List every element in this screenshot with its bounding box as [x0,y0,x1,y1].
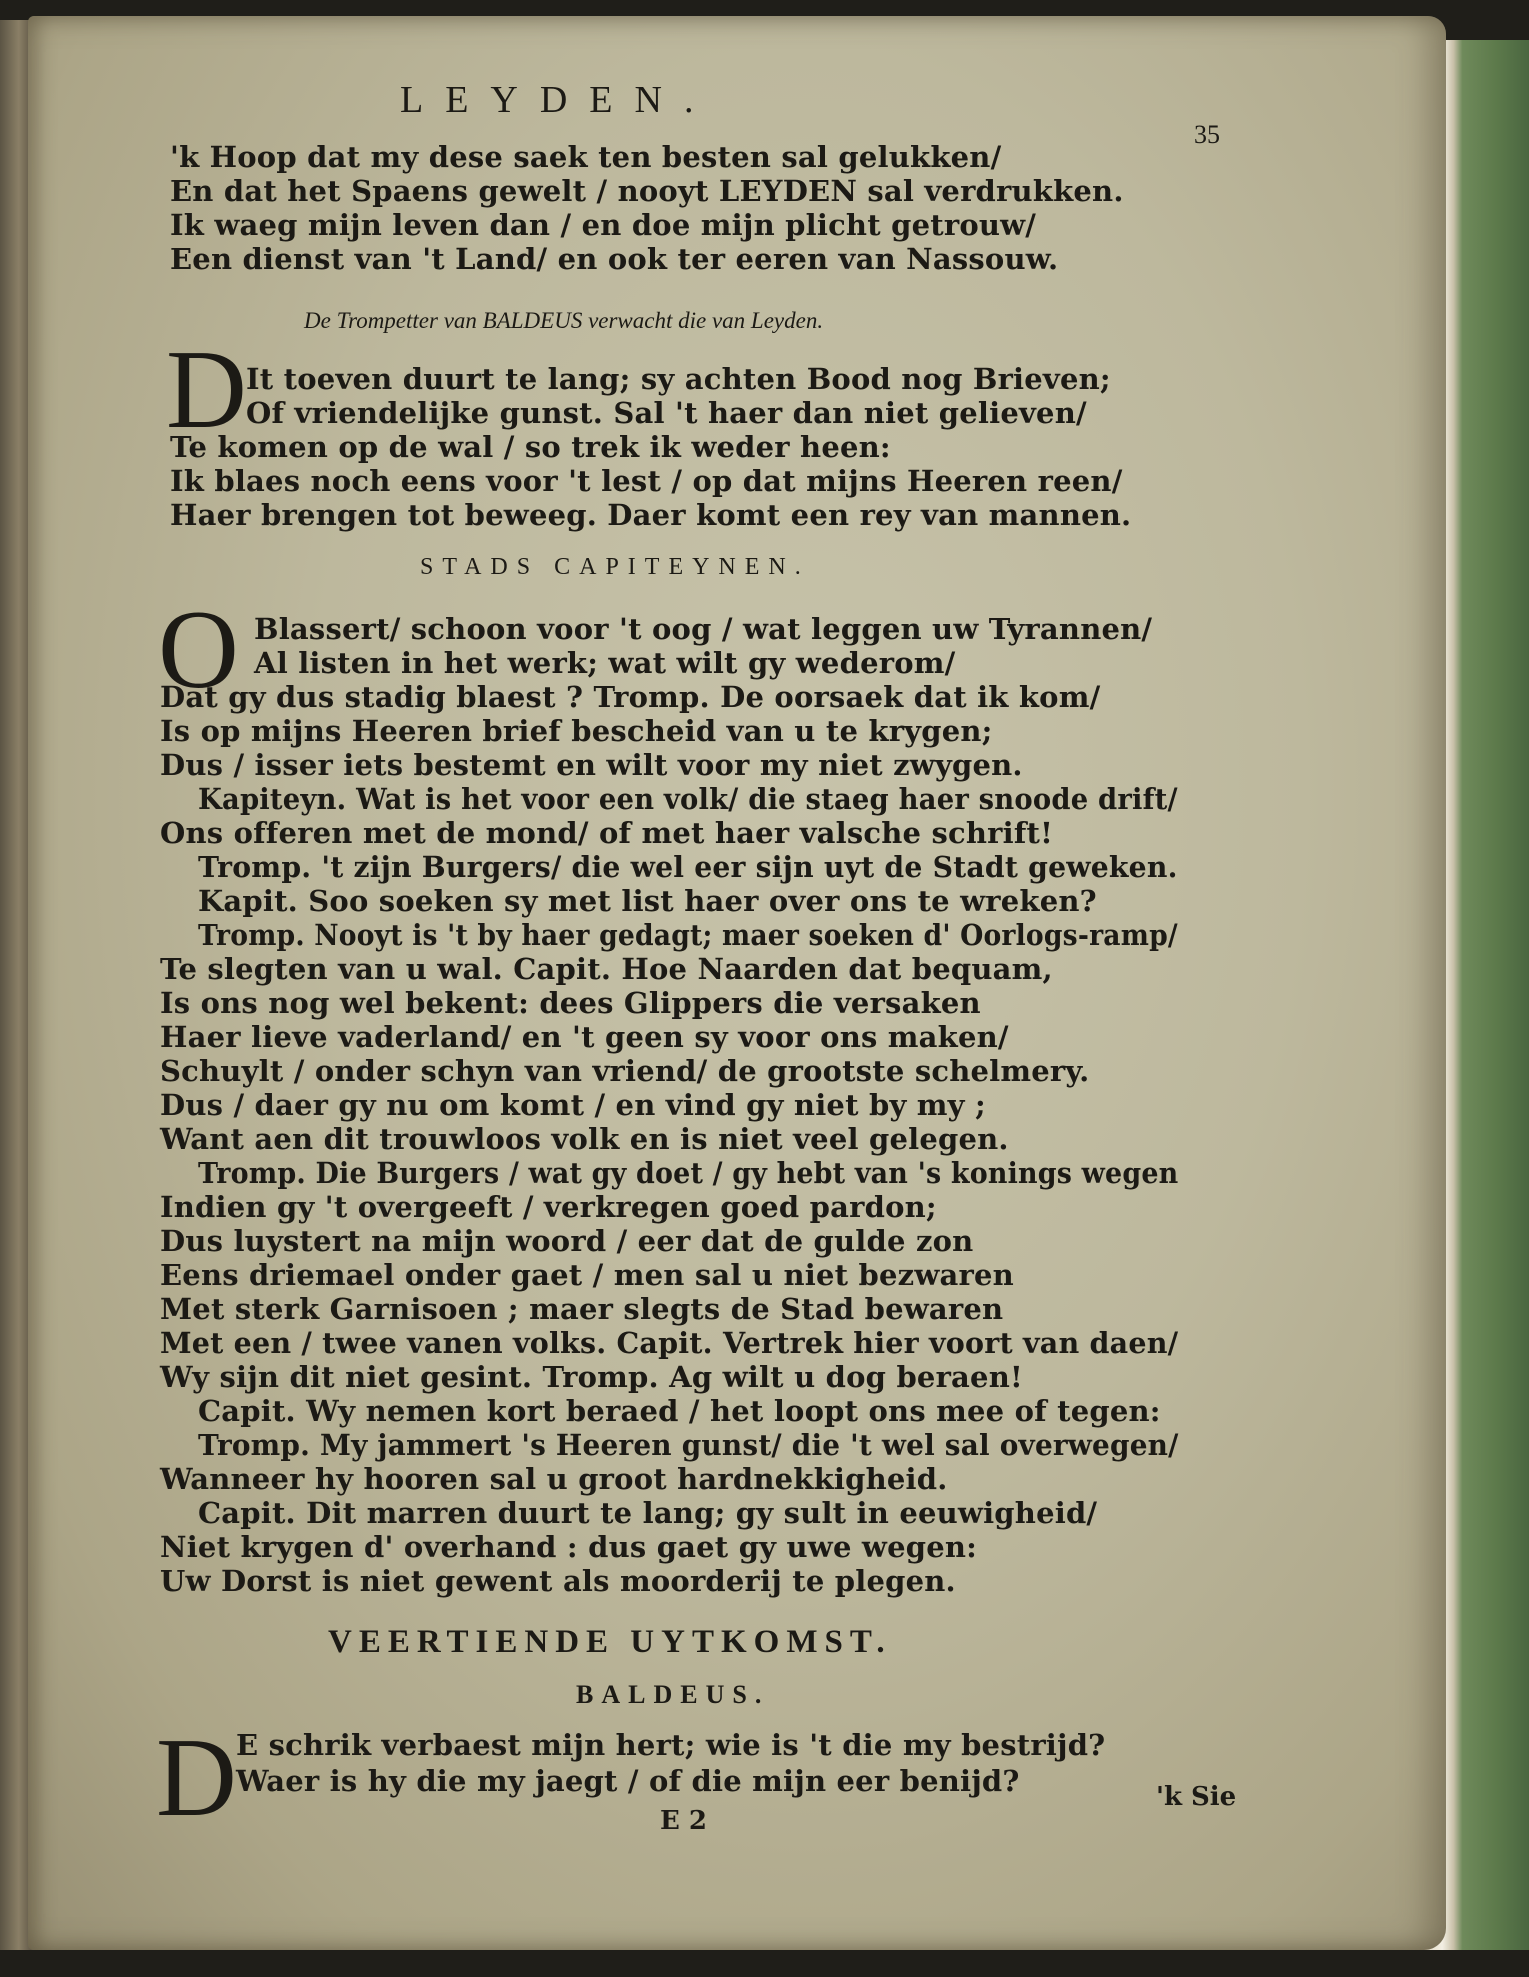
verse-line: 'k Hoop dat my dese saek ten besten sal gelukken/ [170,140,1002,174]
verse-line: Tromp. Nooyt is 't by haer gedagt; maer soeken d' Oorlogs-ramp/ [198,918,1178,952]
verse-line: Te komen op de wal / so trek ik weder heen: [170,430,891,464]
verse-line: Wanneer hy hooren sal u groot hardnekkigheid. [160,1462,948,1496]
verse-line: Tromp. My jammert 's Heeren gunst/ die 't wel sal overwegen/ [198,1428,1179,1462]
verse-line: E schrik verbaest mijn hert; wie is 't die my bestrijd? [236,1728,1106,1762]
drop-cap: D [166,328,247,452]
verse-line: Schuylt / onder schyn van vriend/ de grootste schelmery. [160,1054,1090,1088]
verse-line: Is ons nog wel bekent: dees Glippers die versaken [160,986,981,1020]
verse-line: Tromp. 't zijn Burgers/ die wel eer sijn uyt de Stadt geweken. [198,850,1178,884]
verse-line: Een dienst van 't Land/ en ook ter eeren van Nassouw. [170,242,1059,276]
verse-line: It toeven duurt te lang; sy achten Bood nog Brieven; [246,362,1111,396]
catchword: 'k Sie [1156,1782,1237,1812]
book-page [28,16,1446,1950]
verse-line: Haer lieve vaderland/ en 't geen sy voor ons maken/ [160,1020,1009,1054]
verse-line: Capit. Dit marren duurt te lang; gy sult in eeuwigheid/ [198,1496,1098,1530]
folio: 35 [1194,120,1220,149]
verse-line: Is op mijns Heeren brief bescheid van u te krygen; [160,714,993,748]
signature-mark: E 2 [660,1806,707,1836]
verse-line: En dat het Spaens gewelt / nooyt LEYDEN sal verdrukken. [170,174,1124,208]
verse-line: Want aen dit trouwloos volk en is niet veel gelegen. [160,1122,1009,1156]
verse-line: Blassert/ schoon voor 't oog / wat leggen uw Tyrannen/ [254,612,1153,646]
verse-line: Of vriendelijke gunst. Sal 't haer dan niet gelieven/ [246,396,1087,430]
stage-direction: De Trompetter van BALDEUS verwacht die van Leyden. [304,308,824,333]
verse-line: Tromp. Die Burgers / wat gy doet / gy hebt van 's konings wegen [198,1156,1179,1190]
verse-line: Dus / daer gy nu om komt / en vind gy niet by my ; [160,1088,986,1122]
verse-line: Waer is hy die my jaegt / of die mijn eer benijd? [236,1764,1020,1798]
speaker-heading: BALDEUS. [576,1680,770,1709]
verse-line: Eens driemael onder gaet / men sal u niet bezwaren [160,1258,1014,1292]
verse-line: Kapit. Soo soeken sy met list haer over ons te wreken? [198,884,1097,918]
section-heading: STADS CAPITEYNEN. [420,554,810,580]
page-text [28,16,1446,1950]
verse-line: Capit. Wy nemen kort beraed / het loopt ons mee of tegen: [198,1394,1161,1428]
verse-line: Uw Dorst is niet gewent als moorderij te plegen. [160,1564,956,1598]
verse-line: Indien gy 't overgeeft / verkregen goed pardon; [160,1190,937,1224]
verse-line: Ons offeren met de mond/ of met haer valsche schrift! [160,816,1054,850]
verse-line: Te slegten van u wal. Capit. Hoe Naarden dat bequam, [160,952,1053,986]
running-head: LEYDEN. [400,79,716,121]
verse-line: Dat gy dus stadig blaest ? Tromp. De oorsaek dat ik kom/ [160,680,1101,714]
verse-line: Ik blaes noch eens voor 't lest / op dat mijns Heeren reen/ [170,464,1123,498]
drop-cap: O [158,588,239,712]
section-heading: VEERTIENDE UYTKOMST. [328,1624,892,1660]
verse-line: Dus / isser iets bestemt en wilt voor my niet zwygen. [160,748,1023,782]
verse-line: Haer brengen tot beweeg. Daer komt een rey van mannen. [170,498,1132,532]
drop-cap: D [156,1716,237,1840]
verse-line: Met een / twee vanen volks. Capit. Vertrek hier voort van daen/ [160,1326,1179,1360]
verse-line: Al listen in het werk; wat wilt gy wederom/ [254,646,956,680]
verse-line: Kapiteyn. Wat is het voor een volk/ die staeg haer snoode drift/ [198,782,1178,816]
verse-line: Met sterk Garnisoen ; maer slegts de Stad bewaren [160,1292,1004,1326]
verse-line: Wy sijn dit niet gesint. Tromp. Ag wilt u dog beraen! [160,1360,1023,1394]
verse-line: Niet krygen d' overhand : dus gaet gy uwe wegen: [160,1530,978,1564]
verse-line: Dus luystert na mijn woord / eer dat de gulde zon [160,1224,974,1258]
verse-line: Ik waeg mijn leven dan / en doe mijn plicht getrouw/ [170,208,1037,242]
